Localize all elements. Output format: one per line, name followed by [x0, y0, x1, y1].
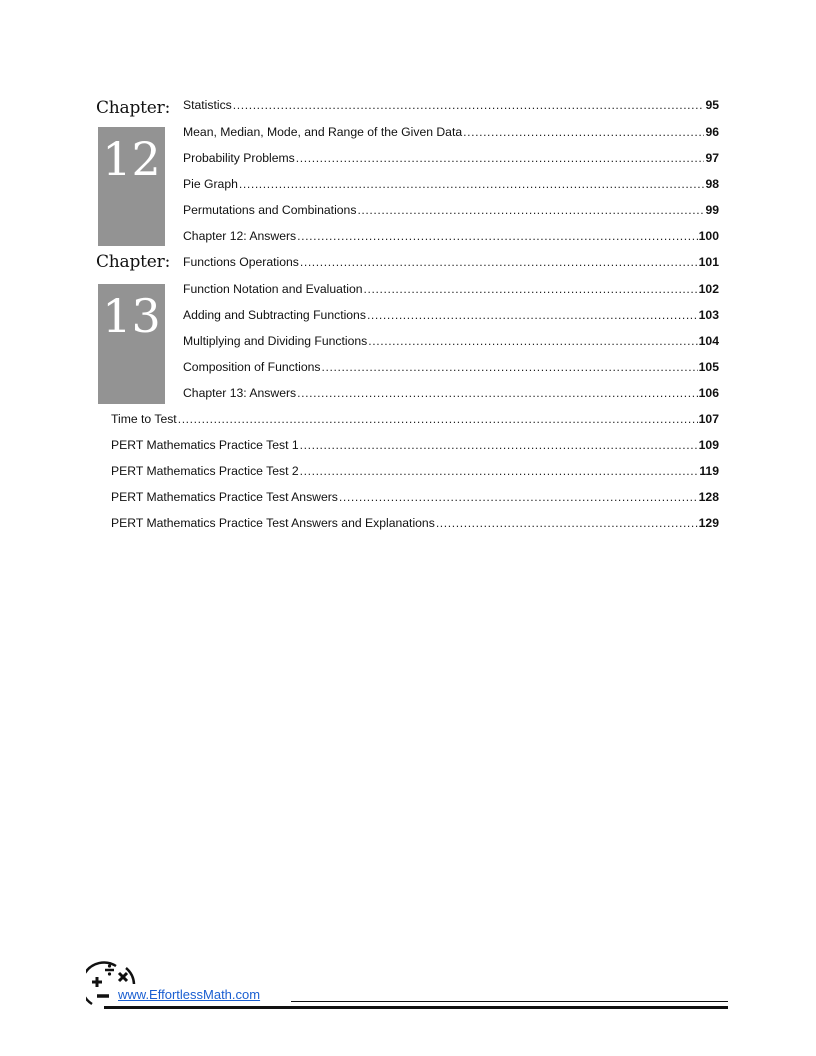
dot-leader	[463, 123, 704, 141]
toc-entry-title: Functions Operations	[183, 255, 299, 269]
toc-entry[interactable]	[111, 410, 719, 428]
toc-entry-title: Probability Problems	[183, 151, 295, 165]
dot-leader	[300, 462, 699, 480]
toc-entry-title: PERT Mathematics Practice Test 2	[111, 464, 299, 478]
toc-entry-title: PERT Mathematics Practice Test 1	[111, 438, 299, 452]
toc-entry-title: Chapter 12: Answers	[183, 229, 297, 243]
toc-entry[interactable]	[111, 462, 719, 480]
toc-entry-page: 97	[705, 151, 719, 165]
dot-leader	[297, 384, 698, 402]
toc-entry-page: 104	[698, 334, 719, 348]
toc-entry-page: 100	[698, 229, 719, 243]
toc-entry-page: 105	[698, 360, 719, 374]
toc-entry-title: PERT Mathematics Practice Test Answers and Explanations	[111, 516, 435, 530]
chapter-number: 13	[102, 289, 161, 343]
chapter-number-box	[98, 127, 165, 246]
toc-entry-page: 128	[698, 490, 719, 504]
toc-entry-title: Chapter 13: Answers	[183, 386, 297, 400]
dot-leader	[368, 332, 697, 350]
footer-divider	[291, 1001, 728, 1002]
chapter-number-box	[98, 284, 165, 404]
dot-leader	[300, 253, 698, 271]
toc-entry-page: 95	[705, 98, 719, 112]
dot-leader	[357, 201, 704, 219]
footer-divider	[104, 1006, 728, 1009]
dot-leader	[364, 280, 698, 298]
toc-entry-title: Adding and Subtracting Functions	[183, 308, 366, 322]
toc-entry-title: Multiplying and Dividing Functions	[183, 334, 368, 348]
toc-entry[interactable]	[183, 123, 719, 141]
toc-entry[interactable]	[183, 253, 719, 271]
toc-entry-title: Pie Graph	[183, 177, 238, 191]
toc-entry-page: 98	[705, 177, 719, 191]
toc-entry[interactable]	[183, 175, 719, 193]
toc-entry-page: 103	[698, 308, 719, 322]
dot-leader	[296, 149, 705, 167]
toc-entry[interactable]	[183, 306, 719, 324]
website-link[interactable]: www.EffortlessMath.com	[118, 987, 261, 1002]
toc-entry-page: 129	[698, 516, 719, 530]
toc-entry-title: Mean, Median, Mode, and Range of the Given Data	[183, 125, 463, 139]
toc-entry[interactable]	[183, 358, 719, 376]
toc-entry-page: 119	[699, 464, 719, 478]
toc-entry[interactable]	[183, 280, 719, 298]
toc-entry[interactable]	[111, 488, 719, 506]
toc-entry-title: Permutations and Combinations	[183, 203, 357, 217]
chapter-number: 12	[102, 132, 161, 186]
toc-entry-page: 106	[698, 386, 719, 400]
dot-leader	[239, 175, 705, 193]
toc-entry[interactable]	[183, 96, 719, 114]
toc-entry-page: 99	[705, 203, 719, 217]
toc-entry-page: 102	[698, 282, 719, 296]
toc-entry[interactable]	[183, 227, 719, 245]
toc-entry-page: 101	[698, 255, 719, 269]
toc-entry[interactable]	[183, 201, 719, 219]
toc-entry[interactable]	[183, 384, 719, 402]
toc-entry-title: Function Notation and Evaluation	[183, 282, 363, 296]
dot-leader	[436, 514, 698, 532]
toc-entry-title: Composition of Functions	[183, 360, 321, 374]
toc-entry-title: Time to Test	[111, 412, 177, 426]
dot-leader	[233, 96, 705, 114]
chapter-label: Chapter:	[96, 98, 171, 118]
toc-entry[interactable]	[183, 332, 719, 350]
toc-entry-page: 107	[698, 412, 719, 426]
toc-entry-title: PERT Mathematics Practice Test Answers	[111, 490, 338, 504]
toc-entry[interactable]	[111, 514, 719, 532]
dot-leader	[297, 227, 698, 245]
dot-leader	[178, 410, 698, 428]
toc-entry-page: 96	[705, 125, 719, 139]
toc-entry-page: 109	[698, 438, 719, 452]
toc-entry[interactable]	[111, 436, 719, 454]
dot-leader	[300, 436, 698, 454]
chapter-label: Chapter:	[96, 252, 171, 272]
dot-leader	[367, 306, 698, 324]
toc-entry-title: Statistics	[183, 98, 232, 112]
dot-leader	[339, 488, 698, 506]
toc-entry[interactable]	[183, 149, 719, 167]
dot-leader	[322, 358, 698, 376]
